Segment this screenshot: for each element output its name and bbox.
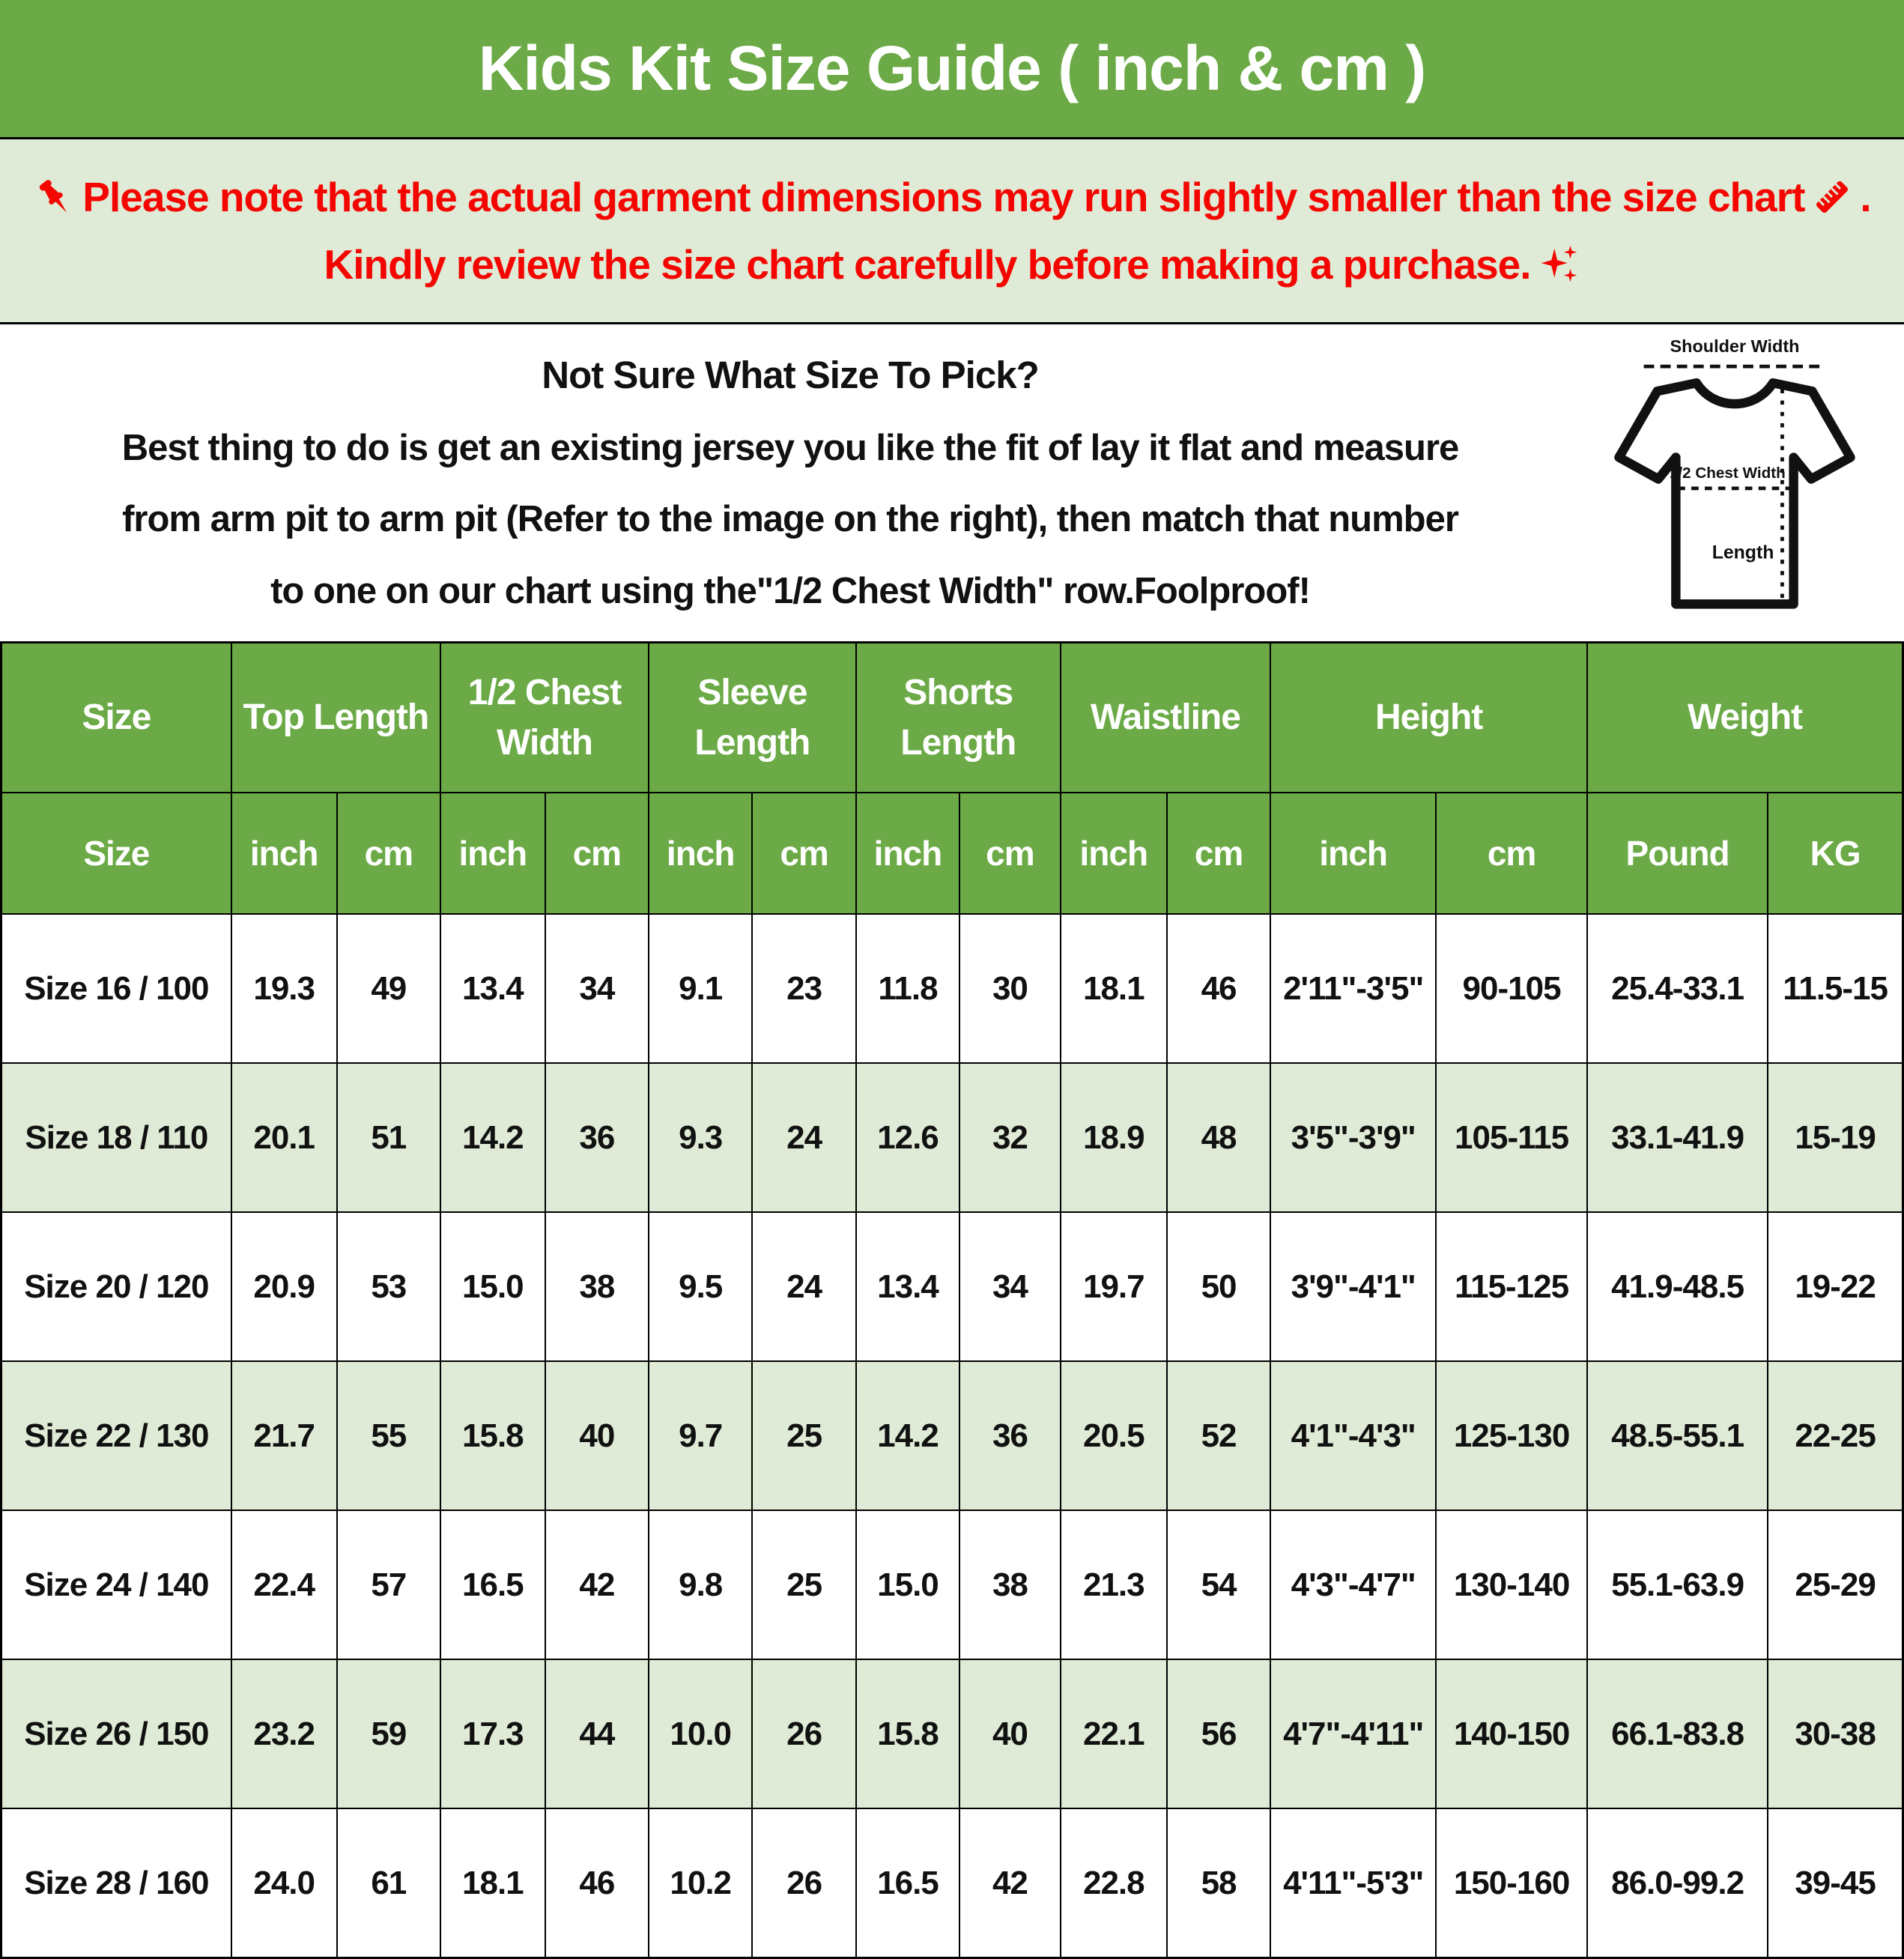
howto-text [0,338,1565,627]
unit-header: cm [1436,793,1587,914]
notice-text-1-period: . [1860,174,1871,220]
unit-header: inch [1061,793,1167,914]
value-cell: 15-19 [1768,1063,1903,1212]
column-group-header: Size [1,643,231,793]
value-cell: 125-130 [1436,1361,1587,1510]
howto-line-1: Best thing to do is get an existing jersey you like the fit of lay it flat and measure [121,427,1459,468]
tshirt-measure-diagram [1565,324,1904,641]
howto-section [0,324,1904,641]
unit-header: inch [856,793,959,914]
column-group-header: 1/2 Chest Width [440,643,649,793]
value-cell: 55 [337,1361,440,1510]
title-bar [0,0,1904,139]
value-cell: 23 [752,914,855,1063]
value-cell: 14.2 [856,1361,959,1510]
value-cell: 46 [1167,914,1270,1063]
size-cell: Size 16 / 100 [1,914,231,1063]
value-cell: 39-45 [1768,1808,1903,1958]
table-row [1,914,1903,1063]
value-cell: 34 [959,1212,1061,1361]
value-cell: 18.1 [440,1808,545,1958]
value-cell: 49 [337,914,440,1063]
column-group-header: Weight [1587,643,1903,793]
value-cell: 56 [1167,1659,1270,1808]
value-cell: 25.4-33.1 [1587,914,1768,1063]
half-chest-width-label: 1/2 Chest Width [1669,464,1786,482]
size-cell: Size 22 / 130 [1,1361,231,1510]
value-cell: 26 [752,1808,855,1958]
value-cell: 20.9 [231,1212,337,1361]
value-cell: 36 [959,1361,1061,1510]
value-cell: 48.5-55.1 [1587,1361,1768,1510]
value-cell: 14.2 [440,1063,545,1212]
unit-header: inch [440,793,545,914]
value-cell: 30-38 [1768,1659,1903,1808]
value-cell: 4'11"-5'3" [1270,1808,1436,1958]
value-cell: 20.5 [1061,1361,1167,1510]
unit-header-row [1,793,1903,914]
value-cell: 46 [545,1808,649,1958]
value-cell: 13.4 [856,1212,959,1361]
value-cell: 32 [959,1063,1061,1212]
table-row [1,1063,1903,1212]
value-cell: 9.8 [649,1510,752,1659]
value-cell: 3'9"-4'1" [1270,1212,1436,1361]
value-cell: 48 [1167,1063,1270,1212]
value-cell: 59 [337,1659,440,1808]
unit-header: KG [1768,793,1903,914]
value-cell: 2'11"-3'5" [1270,914,1436,1063]
value-cell: 24.0 [231,1808,337,1958]
unit-header: inch [1270,793,1436,914]
length-label: Length [1712,542,1774,563]
column-group-header: Waistline [1061,643,1271,793]
pushpin-icon [33,175,76,219]
value-cell: 10.2 [649,1808,752,1958]
value-cell: 17.3 [440,1659,545,1808]
value-cell: 15.0 [440,1212,545,1361]
value-cell: 51 [337,1063,440,1212]
value-cell: 4'1"-4'3" [1270,1361,1436,1510]
value-cell: 13.4 [440,914,545,1063]
value-cell: 30 [959,914,1061,1063]
value-cell: 19.7 [1061,1212,1167,1361]
value-cell: 150-160 [1436,1808,1587,1958]
column-group-header: Shorts Length [856,643,1061,793]
sparkles-icon [1537,243,1580,286]
unit-header: cm [545,793,649,914]
unit-header: cm [752,793,855,914]
value-cell: 54 [1167,1510,1270,1659]
table-body [1,914,1903,1958]
value-cell: 115-125 [1436,1212,1587,1361]
ruler-icon [1810,175,1854,219]
value-cell: 105-115 [1436,1063,1587,1212]
value-cell: 42 [959,1808,1061,1958]
value-cell: 57 [337,1510,440,1659]
size-cell: Size 24 / 140 [1,1510,231,1659]
value-cell: 20.1 [231,1063,337,1212]
size-cell: Size 26 / 150 [1,1659,231,1808]
value-cell: 50 [1167,1212,1270,1361]
size-chart-table [0,641,1904,1959]
value-cell: 86.0-99.2 [1587,1808,1768,1958]
unit-header: Pound [1587,793,1768,914]
column-group-header: Height [1270,643,1587,793]
value-cell: 25 [752,1510,855,1659]
value-cell: 38 [545,1212,649,1361]
value-cell: 12.6 [856,1063,959,1212]
table-header [1,643,1903,915]
table-row [1,1808,1903,1958]
table-row [1,1510,1903,1659]
value-cell: 11.5-15 [1768,914,1903,1063]
value-cell: 66.1-83.8 [1587,1659,1768,1808]
howto-line-3: to one on our chart using the"1/2 Chest Width" row.Foolproof! [270,570,1310,611]
value-cell: 33.1-41.9 [1587,1063,1768,1212]
value-cell: 25 [752,1361,855,1510]
notice-line-1 [33,173,1870,221]
value-cell: 15.8 [856,1659,959,1808]
value-cell: 4'7"-4'11" [1270,1659,1436,1808]
value-cell: 15.0 [856,1510,959,1659]
notice-banner [0,139,1904,324]
notice-text-1: Please note that the actual garment dimensions may run slightly smaller than the size chart [82,174,1805,220]
value-cell: 41.9-48.5 [1587,1212,1768,1361]
value-cell: 36 [545,1063,649,1212]
value-cell: 4'3"-4'7" [1270,1510,1436,1659]
value-cell: 18.9 [1061,1063,1167,1212]
unit-header: Size [1,793,231,914]
value-cell: 18.1 [1061,914,1167,1063]
unit-header: inch [649,793,752,914]
value-cell: 40 [959,1659,1061,1808]
table-row [1,1212,1903,1361]
column-group-header: Sleeve Length [649,643,856,793]
howto-heading: Not Sure What Size To Pick? [542,354,1039,397]
value-cell: 22-25 [1768,1361,1903,1510]
unit-header: cm [1167,793,1270,914]
value-cell: 21.3 [1061,1510,1167,1659]
tshirt-outline [1619,383,1851,604]
value-cell: 53 [337,1212,440,1361]
table-row [1,1361,1903,1510]
value-cell: 25-29 [1768,1510,1903,1659]
size-cell: Size 18 / 110 [1,1063,231,1212]
table-row [1,1659,1903,1808]
value-cell: 61 [337,1808,440,1958]
value-cell: 11.8 [856,914,959,1063]
value-cell: 23.2 [231,1659,337,1808]
unit-header: cm [959,793,1061,914]
value-cell: 9.7 [649,1361,752,1510]
value-cell: 22.8 [1061,1808,1167,1958]
value-cell: 44 [545,1659,649,1808]
value-cell: 10.0 [649,1659,752,1808]
value-cell: 42 [545,1510,649,1659]
value-cell: 24 [752,1212,855,1361]
value-cell: 19.3 [231,914,337,1063]
value-cell: 22.4 [231,1510,337,1659]
page-title: Kids Kit Size Guide ( inch & cm ) [478,33,1426,103]
size-cell: Size 28 / 160 [1,1808,231,1958]
value-cell: 19-22 [1768,1212,1903,1361]
value-cell: 3'5"-3'9" [1270,1063,1436,1212]
value-cell: 34 [545,914,649,1063]
value-cell: 22.1 [1061,1659,1167,1808]
howto-line-2: from arm pit to arm pit (Refer to the image on the right), then match that number [122,499,1458,540]
group-header-row [1,643,1903,793]
shoulder-width-label: Shoulder Width [1670,336,1800,356]
value-cell: 130-140 [1436,1510,1587,1659]
value-cell: 58 [1167,1808,1270,1958]
value-cell: 26 [752,1659,855,1808]
unit-header: cm [337,793,440,914]
value-cell: 40 [545,1361,649,1510]
column-group-header: Top Length [231,643,440,793]
value-cell: 140-150 [1436,1659,1587,1808]
value-cell: 16.5 [440,1510,545,1659]
value-cell: 15.8 [440,1361,545,1510]
value-cell: 16.5 [856,1808,959,1958]
value-cell: 9.1 [649,914,752,1063]
value-cell: 52 [1167,1361,1270,1510]
unit-header: inch [231,793,337,914]
value-cell: 9.3 [649,1063,752,1212]
value-cell: 21.7 [231,1361,337,1510]
value-cell: 24 [752,1063,855,1212]
size-cell: Size 20 / 120 [1,1212,231,1361]
value-cell: 90-105 [1436,914,1587,1063]
value-cell: 9.5 [649,1212,752,1361]
value-cell: 38 [959,1510,1061,1659]
notice-text-2: Kindly review the size chart carefully before making a purchase. [324,241,1531,288]
value-cell: 55.1-63.9 [1587,1510,1768,1659]
notice-line-2 [324,240,1580,288]
